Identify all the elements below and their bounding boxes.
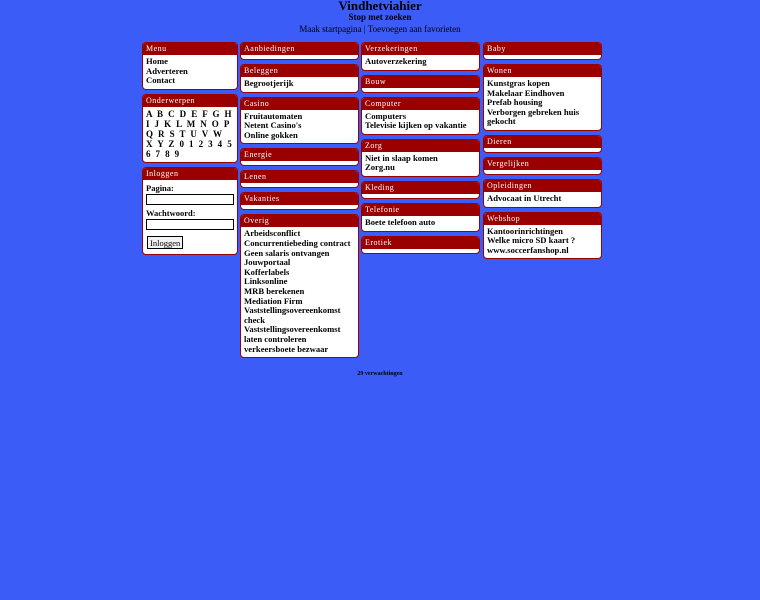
category-bouw-title[interactable]: Bouw bbox=[362, 76, 479, 89]
password-input[interactable] bbox=[146, 219, 234, 230]
category-verzekeringen bbox=[361, 42, 480, 71]
category-lenen-title[interactable]: Lenen bbox=[241, 171, 358, 184]
alphabet-index[interactable]: A B C D E F G H I J K L M N O P Q R S T U V W X Y Z 0 1 2 3 4 5 6 7 8 9 bbox=[146, 108, 234, 159]
password-label: Wachtwoord: bbox=[146, 207, 196, 218]
link-micro-sd[interactable]: Welke micro SD kaart ? bbox=[487, 235, 576, 246]
category-kleding bbox=[361, 181, 480, 199]
category-vakanties-title[interactable]: Vakanties bbox=[241, 193, 358, 206]
subjects-box bbox=[142, 94, 238, 163]
category-vergelijken bbox=[483, 157, 602, 175]
category-bouw bbox=[361, 75, 480, 93]
category-verzekeringen-title[interactable]: Verzekeringen bbox=[362, 43, 479, 56]
category-energie bbox=[240, 148, 359, 166]
subjects-box-title: Onderwerpen bbox=[143, 95, 237, 108]
link-geen-salaris[interactable]: Geen salaris ontvangen bbox=[244, 247, 330, 258]
category-lenen bbox=[240, 170, 359, 188]
link-computers[interactable]: Computers bbox=[365, 110, 407, 121]
menu-item-contact[interactable]: Contact bbox=[146, 75, 176, 86]
link-vso-controleren[interactable]: Vaststellingsovereenkomst laten controleren bbox=[244, 324, 341, 344]
category-webshop-title[interactable]: Webshop bbox=[484, 213, 601, 226]
link-arbeidsconflict[interactable]: Arbeidsconflict bbox=[244, 228, 301, 239]
category-column-2 bbox=[240, 42, 359, 362]
link-concurrentiebeding[interactable]: Concurrentiebeding contract bbox=[244, 237, 351, 248]
category-aanbiedingen bbox=[240, 42, 359, 60]
link-jouwportaal[interactable]: Jouwportaal bbox=[244, 257, 291, 268]
link-online-gokken[interactable]: Online gokken bbox=[244, 129, 298, 140]
login-box-title: Inloggen bbox=[143, 168, 237, 181]
make-startpage-link[interactable]: Maak startpagina bbox=[299, 24, 362, 34]
category-overig bbox=[240, 214, 359, 358]
category-computer-title[interactable]: Computer bbox=[362, 98, 479, 111]
link-zorg-nu[interactable]: Zorg.nu bbox=[365, 162, 395, 173]
category-baby bbox=[483, 42, 602, 60]
category-overig-title[interactable]: Overig bbox=[241, 215, 358, 228]
site-tagline: Stop met zoeken bbox=[348, 12, 412, 22]
link-mrb-berekenen[interactable]: MRB berekenen bbox=[244, 285, 305, 296]
category-computer bbox=[361, 97, 480, 135]
category-zorg-title[interactable]: Zorg bbox=[362, 140, 479, 153]
page-header bbox=[0, 0, 760, 35]
link-verkeersboete[interactable]: verkeersboete bezwaar bbox=[244, 343, 329, 354]
category-beleggen-title[interactable]: Beleggen bbox=[241, 65, 358, 78]
category-aanbiedingen-title[interactable]: Aanbiedingen bbox=[241, 43, 358, 56]
link-verborgen-gebreken[interactable]: Verborgen gebreken huis gekocht bbox=[487, 106, 580, 127]
category-webshop bbox=[483, 212, 602, 260]
category-kleding-title[interactable]: Kleding bbox=[362, 182, 479, 195]
category-energie-title[interactable]: Energie bbox=[241, 149, 358, 162]
add-favorites-link[interactable]: Toevoegen aan favorieten bbox=[367, 24, 461, 34]
header-separator: | bbox=[363, 24, 366, 34]
menu-box-title: Menu bbox=[143, 43, 237, 56]
link-makelaar[interactable]: Makelaar Eindhoven bbox=[487, 87, 565, 98]
link-televisie-kijken[interactable]: Televisie kijken op vakantie bbox=[365, 120, 467, 131]
link-netent-casinos[interactable]: Netent Casino's bbox=[244, 120, 302, 131]
link-fruitautomaten[interactable]: Fruitautomaten bbox=[244, 110, 303, 121]
link-mediation-firm[interactable]: Mediation Firm bbox=[244, 295, 303, 306]
category-dieren-title[interactable]: Dieren bbox=[484, 136, 601, 149]
menu-item-home[interactable]: Home bbox=[146, 56, 168, 66]
header-links bbox=[0, 24, 760, 35]
link-begrootjerijk[interactable]: Begrootjerijk bbox=[244, 78, 294, 88]
category-column-3 bbox=[361, 42, 480, 258]
category-opleidingen-title[interactable]: Opleidingen bbox=[484, 180, 601, 193]
footer-count: 29 verwachtingen bbox=[357, 371, 403, 377]
login-button[interactable]: Inloggen bbox=[147, 236, 183, 249]
link-prefab[interactable]: Prefab housing bbox=[487, 97, 543, 108]
login-box bbox=[142, 167, 238, 255]
page-label: Pagina: bbox=[146, 182, 174, 193]
category-opleidingen bbox=[483, 179, 602, 208]
category-telefonie-title[interactable]: Telefonie bbox=[362, 204, 479, 217]
link-advocaat-utrecht[interactable]: Advocaat in Utrecht bbox=[487, 192, 562, 203]
category-beleggen bbox=[240, 64, 359, 93]
link-kantoorinrichtingen[interactable]: Kantoorinrichtingen bbox=[487, 225, 563, 236]
link-kunstgras[interactable]: Kunstgras kopen bbox=[487, 78, 550, 88]
site-title: Vindhetviahier bbox=[338, 0, 422, 13]
link-vso-check[interactable]: Vaststellingsovereenkomst check bbox=[244, 305, 341, 325]
link-soccerfanshop[interactable]: www.soccerfanshop.nl bbox=[487, 244, 569, 255]
category-baby-title[interactable]: Baby bbox=[484, 43, 601, 56]
link-niet-in-slaap[interactable]: Niet in slaap komen bbox=[365, 152, 438, 163]
category-wonen bbox=[483, 64, 602, 131]
sidebar-column bbox=[142, 42, 238, 259]
page-input[interactable] bbox=[146, 194, 234, 205]
category-zorg bbox=[361, 139, 480, 177]
category-vergelijken-title[interactable]: Vergelijken bbox=[484, 158, 601, 171]
category-wonen-title[interactable]: Wonen bbox=[484, 65, 601, 78]
menu-item-adverteren[interactable]: Adverteren bbox=[146, 65, 188, 76]
category-erotiek-title[interactable]: Erotiek bbox=[362, 237, 479, 250]
menu-box bbox=[142, 42, 238, 90]
link-boete-telefoon[interactable]: Boete telefoon auto bbox=[365, 216, 436, 227]
category-telefonie bbox=[361, 203, 480, 232]
category-vakanties bbox=[240, 192, 359, 210]
link-linksonline[interactable]: Linksonline bbox=[244, 276, 288, 287]
category-erotiek bbox=[361, 236, 480, 254]
category-casino-title[interactable]: Casino bbox=[241, 98, 358, 111]
link-autoverzekering[interactable]: Autoverzekering bbox=[365, 56, 427, 66]
category-dieren bbox=[483, 135, 602, 153]
link-kofferlabels[interactable]: Kofferlabels bbox=[244, 266, 290, 277]
category-casino bbox=[240, 97, 359, 145]
category-column-4 bbox=[483, 42, 602, 263]
